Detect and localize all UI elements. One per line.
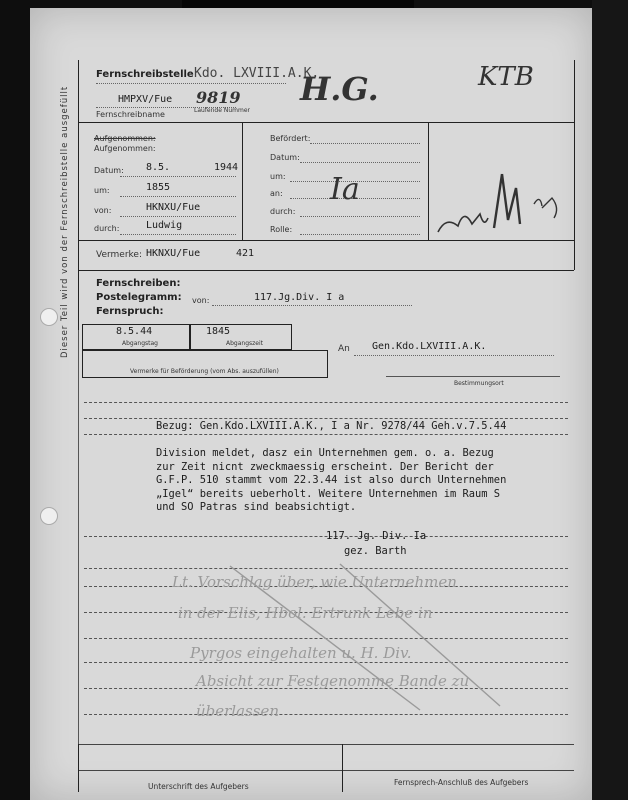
running-number-value: 9819 xyxy=(196,88,241,107)
side-instruction: Dieser Teil wird von der Fernschreibstelle ausgefüllt xyxy=(60,85,70,358)
handwritten-note-line: überlassen xyxy=(196,702,279,720)
signature-unit: 117. Jg. Div. Ia xyxy=(326,530,427,542)
handwritten-note-line: Lt. Vorschlag über, wie Unternehmen xyxy=(172,573,457,591)
received-time-value: 1855 xyxy=(146,182,171,193)
footer-divider xyxy=(78,744,574,745)
received-by-label: durch: xyxy=(94,224,120,233)
received-from-label: von: xyxy=(94,206,112,215)
received-by-line xyxy=(120,234,236,235)
dispatch-date-label: Abgangstag xyxy=(122,340,158,347)
marks-label: Vermerke: xyxy=(96,250,143,260)
received-date-line xyxy=(120,176,236,177)
signature-name: gez. Barth xyxy=(344,545,407,557)
footer-divider xyxy=(78,770,574,771)
handwritten-ktb: KTB xyxy=(478,62,534,92)
forwarded-heading-line xyxy=(310,143,420,144)
handwritten-initials: H.G. xyxy=(300,70,379,108)
handwritten-note-line: Pyrgos eingehalten u. H. Div. xyxy=(190,644,412,662)
received-year: 1944 xyxy=(214,162,239,173)
dispatch-time-value: 1845 xyxy=(206,326,231,337)
type-fernspruch: Fernspruch: xyxy=(96,306,164,317)
marks-divider xyxy=(78,270,574,271)
destination-label: Bestimmungsort xyxy=(454,380,504,387)
forwarded-date-line xyxy=(300,162,420,163)
tele-name-label: Fernschreibname xyxy=(96,110,165,119)
frame-left xyxy=(78,60,79,332)
forwarded-time-label: um: xyxy=(270,172,286,181)
received-col-divider xyxy=(242,122,243,240)
handwritten-dept: Ia xyxy=(330,172,360,207)
dispatch-time-label: Abgangszeit xyxy=(226,340,263,347)
received-by-value: Ludwig xyxy=(146,220,183,231)
handwritten-note-line: in der Elis, Hbol. Ertrunk Lebe in xyxy=(178,604,433,622)
received-divider xyxy=(78,240,574,241)
recipient-to-value: Gen.Kdo.LXVIII.A.K. xyxy=(372,341,487,352)
from-value: 117.Jg.Div. I a xyxy=(254,292,345,303)
phone-label: Fernsprech-Anschluß des Aufgebers xyxy=(394,778,529,787)
marks-number: 421 xyxy=(236,248,255,259)
strike-through-marks xyxy=(200,560,560,720)
handwritten-signature xyxy=(436,168,566,240)
recipient-line xyxy=(354,355,554,356)
header-divider xyxy=(78,122,574,123)
ruled-line xyxy=(84,418,568,419)
received-date-label: Datum: xyxy=(94,166,124,175)
message-reference: Bezug: Gen.Kdo.LXVIII.A.K., I a Nr. 9278/44 Geh.v.7.5.44 xyxy=(156,420,507,432)
from-label: von: xyxy=(192,296,210,305)
scan-edge xyxy=(592,0,628,800)
sender-unit: Kdo. LXVIII.A.K. xyxy=(194,66,320,81)
received-heading: Aufgenommen: xyxy=(94,134,156,143)
message-line: „Igel“ bereits ueberholt. Weitere Unternehmen im Raum S xyxy=(156,487,501,500)
received-heading-2: Aufgenommen: xyxy=(94,144,156,153)
footer-left xyxy=(78,744,79,792)
tele-name-value: HMPXV/Fue xyxy=(118,94,173,105)
received-from-line xyxy=(120,216,236,217)
handwritten-note-line: Absicht zur Festgenomme Bande zu xyxy=(196,672,470,690)
received-time-label: um: xyxy=(94,186,110,195)
message-body xyxy=(156,447,556,515)
forwarded-roll-label: Rolle: xyxy=(270,225,293,234)
frame-left-lower xyxy=(78,330,79,792)
forwarded-to-label: an: xyxy=(270,189,283,198)
form-title: Fernschreibstelle xyxy=(96,69,194,80)
frame-right xyxy=(574,60,575,270)
received-from-value: HKNXU/Fue xyxy=(146,202,201,213)
message-line: zur Zeit nicnt zweckmaessig erscheint. Der Bericht der xyxy=(156,460,494,473)
punch-hole xyxy=(40,507,58,525)
forwarded-heading: Befördert: xyxy=(270,134,311,143)
forwarded-roll-line xyxy=(300,234,420,235)
received-date-value: 8.5. xyxy=(146,162,171,173)
message-line: Division meldet, dasz ein Unternehmen gem. o. a. Bezug xyxy=(156,447,494,459)
marks-value: HKNXU/Fue xyxy=(146,248,201,259)
received-time-line xyxy=(120,196,236,197)
type-fernschreiben: Fernschreiben: xyxy=(96,278,181,289)
dispatch-notes-label: Vermerke für Beförderung (vom Abs. auszufüllen) xyxy=(130,368,279,375)
dispatch-date-value: 8.5.44 xyxy=(116,326,153,337)
destination-line xyxy=(386,376,560,377)
punch-hole xyxy=(40,308,58,326)
title-line xyxy=(96,83,286,84)
message-line: und SO Patras sind beabsichtigt. xyxy=(156,501,357,513)
forwarded-date-label: Datum: xyxy=(270,153,300,162)
forwarded-col-divider xyxy=(428,122,429,240)
footer-mid xyxy=(342,744,343,792)
ruled-line xyxy=(84,434,568,435)
running-number-label: Laufende Nummer xyxy=(194,107,250,114)
from-line xyxy=(212,305,412,306)
type-postelegramm: Postelegramm: xyxy=(96,292,182,303)
recipient-to-label: An xyxy=(338,344,350,354)
message-line: G.F.P. 510 stammt vom 22.3.44 ist also durch Unternehmen xyxy=(156,474,507,486)
forwarded-by-line xyxy=(300,216,420,217)
forwarded-by-label: durch: xyxy=(270,207,296,216)
ruled-line xyxy=(84,402,568,403)
sender-signature-label: Unterschrift des Aufgebers xyxy=(148,782,249,791)
